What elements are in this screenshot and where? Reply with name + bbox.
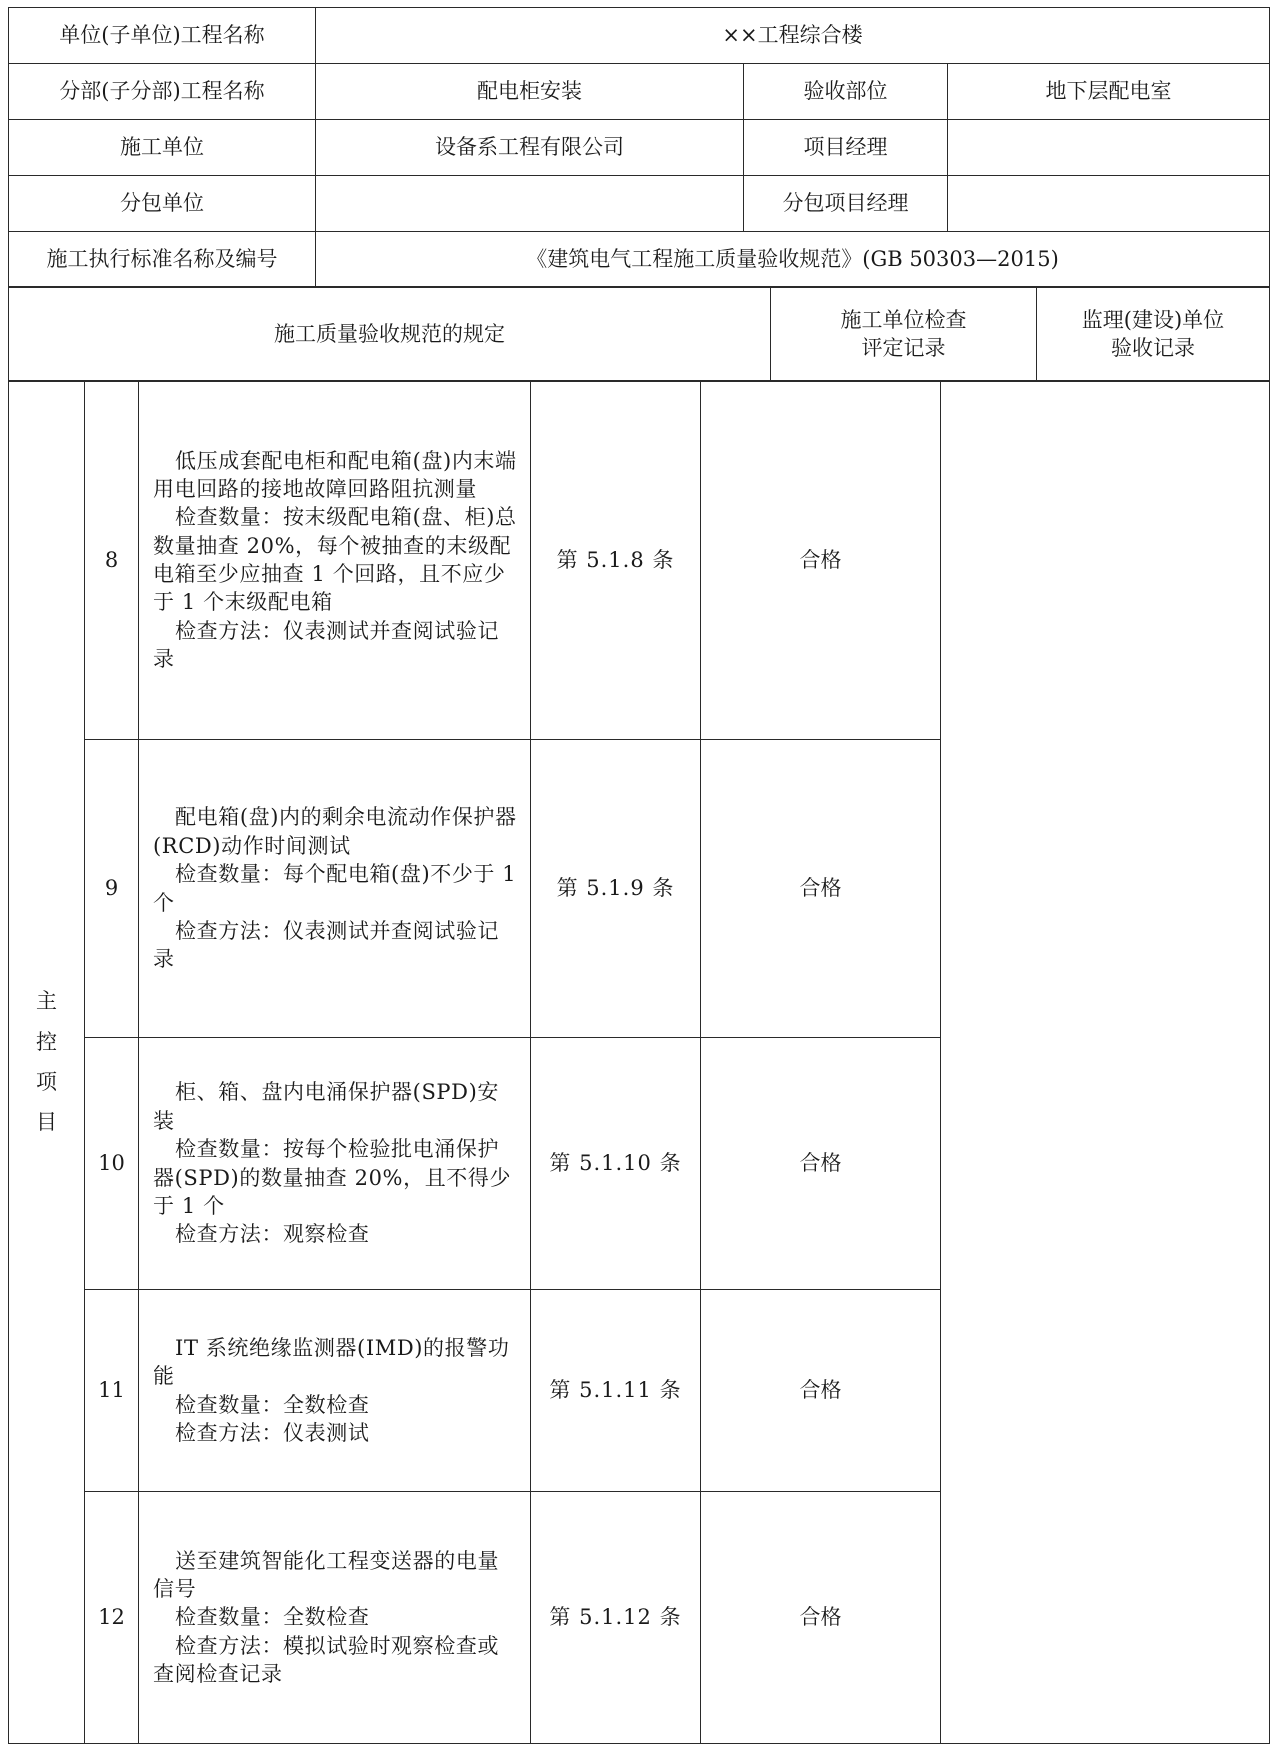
spec-check-method: 检查方法：仪表测试并查阅试验记录 bbox=[153, 618, 500, 672]
spec-clause: 第 5.1.8 条 bbox=[531, 381, 701, 740]
spec-clause: 第 5.1.9 条 bbox=[531, 740, 701, 1038]
row-number: 12 bbox=[85, 1492, 139, 1744]
construction-unit-value: 设备系工程有限公司 bbox=[316, 120, 744, 176]
sub-manager-label: 分包项目经理 bbox=[744, 176, 948, 232]
spec-description bbox=[139, 381, 531, 740]
acceptance-part-value: 地下层配电室 bbox=[948, 64, 1270, 120]
row-number: 8 bbox=[85, 381, 139, 740]
spec-item-text: 低压成套配电柜和配电箱(盘)内末端用电回路的接地故障回路阻抗测量 bbox=[153, 448, 517, 501]
unit-project-value: ××工程综合楼 bbox=[316, 8, 1270, 64]
check-record-header bbox=[771, 287, 1037, 382]
spec-item-text: 柜、箱、盘内电涌保护器(SPD)安装 bbox=[153, 1080, 499, 1133]
spec-check-quantity: 检查数量：全数检查 bbox=[175, 1605, 370, 1630]
unit-project-row bbox=[9, 8, 1270, 64]
spec-item-text: 送至建筑智能化工程变送器的电量信号 bbox=[153, 1548, 500, 1601]
supervision-record-cell bbox=[941, 381, 1270, 1744]
sub-project-value: 配电柜安装 bbox=[316, 64, 744, 120]
row-number: 11 bbox=[85, 1290, 139, 1492]
table-row bbox=[9, 381, 1270, 740]
spec-description bbox=[139, 740, 531, 1038]
check-result: 合格 bbox=[701, 740, 941, 1038]
sub-manager-value bbox=[948, 176, 1270, 232]
check-result: 合格 bbox=[701, 1492, 941, 1744]
spec-item-text: IT 系统绝缘监测器(IMD)的报警功能 bbox=[153, 1335, 510, 1389]
supervision-header-line1: 监理(建设)单位 bbox=[1081, 307, 1225, 332]
spec-check-quantity: 检查数量：按每个检验批电涌保护器(SPD)的数量抽查 20%，且不得少于 1 个 bbox=[153, 1137, 512, 1218]
project-manager-label: 项目经理 bbox=[744, 120, 948, 176]
sub-project-row bbox=[9, 64, 1270, 120]
section-char: 目 bbox=[36, 1110, 57, 1135]
spec-check-method: 检查方法：仪表测试 bbox=[175, 1420, 370, 1445]
section-char: 项 bbox=[36, 1070, 57, 1094]
supervision-record-header bbox=[1037, 287, 1270, 382]
project-info-table bbox=[8, 7, 1270, 288]
supervision-header-line2: 验收记录 bbox=[1111, 336, 1195, 360]
spec-check-quantity: 检查数量：按末级配电箱(盘、柜)总数量抽查 20%，每个被抽查的末级配电箱至少应抽查 1 个回路，且不应少于 1 个末级配电箱 bbox=[153, 505, 517, 615]
check-result: 合格 bbox=[701, 1038, 941, 1290]
spec-check-quantity: 检查数量：全数检查 bbox=[175, 1392, 370, 1417]
standard-label: 施工执行标准名称及编号 bbox=[9, 232, 316, 288]
acceptance-part-label: 验收部位 bbox=[744, 64, 948, 120]
standard-row bbox=[9, 232, 1270, 288]
spec-check-quantity: 检查数量：每个配电箱(盘)不少于 1 个 bbox=[153, 862, 517, 915]
row-number: 9 bbox=[85, 740, 139, 1038]
subcontractor-label: 分包单位 bbox=[9, 176, 316, 232]
construction-unit-row bbox=[9, 120, 1270, 176]
section-char: 主 bbox=[36, 989, 57, 1014]
standard-value: 《建筑电气工程施工质量验收规范》(GB 50303—2015) bbox=[316, 232, 1270, 288]
spec-clause: 第 5.1.10 条 bbox=[531, 1038, 701, 1290]
construction-unit-label: 施工单位 bbox=[9, 120, 316, 176]
column-header-table bbox=[8, 286, 1270, 382]
spec-clause: 第 5.1.11 条 bbox=[531, 1290, 701, 1492]
project-manager-value bbox=[948, 120, 1270, 176]
spec-description bbox=[139, 1038, 531, 1290]
column-header-row bbox=[9, 287, 1270, 382]
spec-item-text: 配电箱(盘)内的剩余电流动作保护器(RCD)动作时间测试 bbox=[153, 805, 517, 858]
spec-check-method: 检查方法：仪表测试并查阅试验记录 bbox=[153, 918, 500, 972]
spec-header: 施工质量验收规范的规定 bbox=[9, 287, 771, 382]
spec-description bbox=[139, 1492, 531, 1744]
spec-check-method: 检查方法：观察检查 bbox=[175, 1222, 370, 1247]
main-items-table bbox=[8, 380, 1270, 1744]
spec-description bbox=[139, 1290, 531, 1492]
check-header-line2: 评定记录 bbox=[861, 336, 946, 360]
sub-project-label: 分部(子分部)工程名称 bbox=[9, 64, 316, 120]
check-header-line1: 施工单位检查 bbox=[840, 307, 967, 332]
spec-clause: 第 5.1.12 条 bbox=[531, 1492, 701, 1744]
section-char: 控 bbox=[36, 1029, 57, 1054]
spec-check-method: 检查方法：模拟试验时观察检查或查阅检查记录 bbox=[153, 1633, 500, 1687]
subcontractor-value bbox=[316, 176, 744, 232]
subcontractor-row bbox=[9, 176, 1270, 232]
check-result: 合格 bbox=[701, 1290, 941, 1492]
row-number: 10 bbox=[85, 1038, 139, 1290]
unit-project-label: 单位(子单位)工程名称 bbox=[9, 8, 316, 64]
section-label-main-control bbox=[9, 381, 85, 1744]
check-result: 合格 bbox=[701, 381, 941, 740]
